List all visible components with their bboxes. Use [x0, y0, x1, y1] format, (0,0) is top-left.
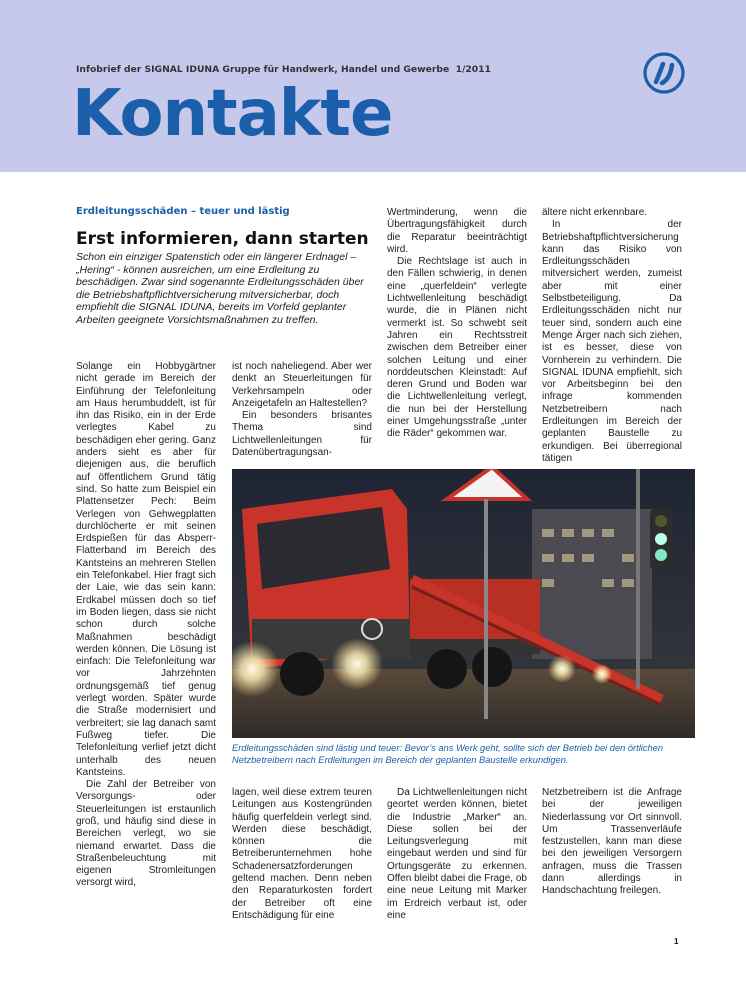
text-column-3	[387, 207, 527, 441]
article-photo	[232, 469, 695, 738]
text-column-2-lower	[232, 787, 372, 922]
paragraph: Solange ein Hobbygärtner nicht gerade im Bereich der Einführung der Telefonleitung am Haus herumbuddelt, ist für ihn das Risiko, ein in der Erde verlegtes Kabel zu beschädigen eher gering. Ganz anders sieht es aber für diejenigen aus, die beruflich auf öffentlichem Grund tätig sind. So hatte zum Beispiel ein Plattensetzer Pech: Beim Verlegen von Gehwegplatten durchlöcherte er mit seinen Erdspießen für das Absperr-Flatterband im Bereich des Kantsteins an mehreren Stellen ein Telefonkabel. Hier fragt sich der Laie, wie das sein kann: Erdkabel müssen doch so tief im Boden liegen, dass sie nicht schon durch solche Maßnahmen beschädigt werden können. Die Lösung ist einfach: Die Telefonleitung war vor Jahrzehnten ordnungsgemäß tief genug verlegt worden. Später wurde die Straße modernisiert und verbreitert; sie lag danach samt Fußweg tiefer. Die Telefonleitung verlief jetzt dicht unterhalb des neuen Kantsteins.	[76, 361, 216, 778]
magazine-title: Kontakte	[72, 77, 393, 151]
article-headline: Erst informieren, dann starten	[76, 229, 369, 249]
text-column-4	[542, 207, 682, 465]
paragraph: ältere nicht erkennbare.	[542, 207, 648, 218]
article-kicker: Erdleitungsschäden – teuer und lästig	[76, 206, 290, 217]
paragraph: ist noch naheliegend. Aber wer denkt an Steuerleitungen für Verkehrsampeln oder Anzeigetafeln an Haltestellen?	[232, 361, 372, 409]
photo-credit: Foto: MEV	[688, 671, 694, 700]
text-column-4-lower	[542, 787, 682, 898]
infobrief-text: Infobrief der SIGNAL IDUNA Gruppe für Handwerk, Handel und Gewerbe	[76, 64, 450, 75]
issue-number: 1/2011	[455, 64, 491, 75]
paragraph: In der Betriebshaftpflichtversicherung kann das Risiko von Erdleitungsschäden mitversichert werden, zumeist aber mit einer Selbstbeteiligung. Da Erdleitungsschäden nicht nur teuer sind, sondern auch eine Menge Ärger nach sich ziehen, ist es besser, diese von Vornherein zu verhindern. Die SIGNAL IDUNA empfiehlt, sich vor Arbeitsbeginn bei den infrage kommenden Netzbetreibern nach Erdleitungen im Bereich der geplanten Baustelle zu erkundigen. Bei überregional tätigen	[542, 219, 682, 464]
text-column-1	[76, 361, 216, 890]
paragraph: Da Lichtwellenleitungen nicht geortet werden können, bietet die Industrie „Marker“ an. Diese sollen bei der Leitungsverlegung mit eingebaut werden und sind für Ortungsgeräte zu erkennen. Offen bleibt dabei die Frage, ob eine neue Leitung mit Marker im Erdreich verbaut ist, oder eine	[387, 787, 527, 921]
paragraph: Die Zahl der Betreiber von Versorgungs- oder Steuerleitungen ist erstaunlich groß, und häufig sind diese in Bereichen verlegt, wo sie niemand erwartet. Dass die Straßenbeleuchtung mit eigenen Stromleitungen versorgt wird,	[76, 779, 216, 889]
article-lead: Schon ein einziger Spatenstich oder ein längerer Erdnagel – „Hering“ - können ausreichen, um eine Erdleitung zu beschädigen. Zwar sind sogenannte Erdleitungsschäden über die Betriebshaftpflichtversicherung mitversicherbar, doch empfiehlt die SIGNAL IDUNA, bereits im Vorfeld geplanter Arbeiten geeignete Vorsichtsmaßnahmen zu treffen.	[76, 251, 364, 326]
masthead-band	[0, 0, 746, 172]
signal-iduna-logo-icon	[643, 52, 685, 94]
paragraph: Netzbetreibern ist die Anfrage bei der jeweiligen Niederlassung vor Ort sinnvoll. Um Trassenverläufe festzustellen, kann man diese bei den jeweiligen Versorgern anfragen, muss die Trassen dann allerdings in Handschachtung freilegen.	[542, 787, 682, 897]
text-column-2	[232, 361, 372, 459]
paragraph: lagen, weil diese extrem teuren Leitungen aus Kostengründen häufig querfeldein verlegt sind. Werden diese beschädigt, können die Betreiberunternehmen hohe Schadenersatzforderungen geltend machen. Denn neben den Reparaturkosten fordert der Betreiber oft eine Entschädigung für eine	[232, 787, 372, 921]
page-number: 1	[674, 937, 679, 946]
infobrief-line	[76, 64, 491, 75]
paragraph: Wertminderung, wenn die Übertragungsfähigkeit durch die Reparatur beeinträchtigt wird.	[387, 207, 527, 255]
paragraph: Ein besonders brisantes Thema sind Lichtwellenleitungen für Datenübertragungsan-	[232, 410, 372, 459]
paragraph: Die Rechtslage ist auch in den Fällen schwierig, in denen eine „querfeldein“ verlegte Lichtwellenleitung beschädigt wurde, die in Plänen nicht vermerkt ist. So schwebt seit Jahren ein Rechtsstreit zwischen dem Betreiber einer solchen Leitung und einer norddeutschen Kleinstadt: Auf deren Grund und Boden war die Lichtwellenleitung verlegt, die nun bei der Herstellung einer Umgehungsstraße „unter die Räder“ gekommen war.	[387, 256, 527, 440]
text-column-3-lower	[387, 787, 527, 922]
photo-caption: Erdleitungsschäden sind lästig und teuer: Bevor’s ans Werk geht, sollte sich der Betrieb bei den örtlichen Netzbetreibern nach Erdleitungen im Bereich der geplanten Baustelle erkundigen.	[232, 743, 664, 765]
truck-night-photo	[232, 469, 695, 738]
